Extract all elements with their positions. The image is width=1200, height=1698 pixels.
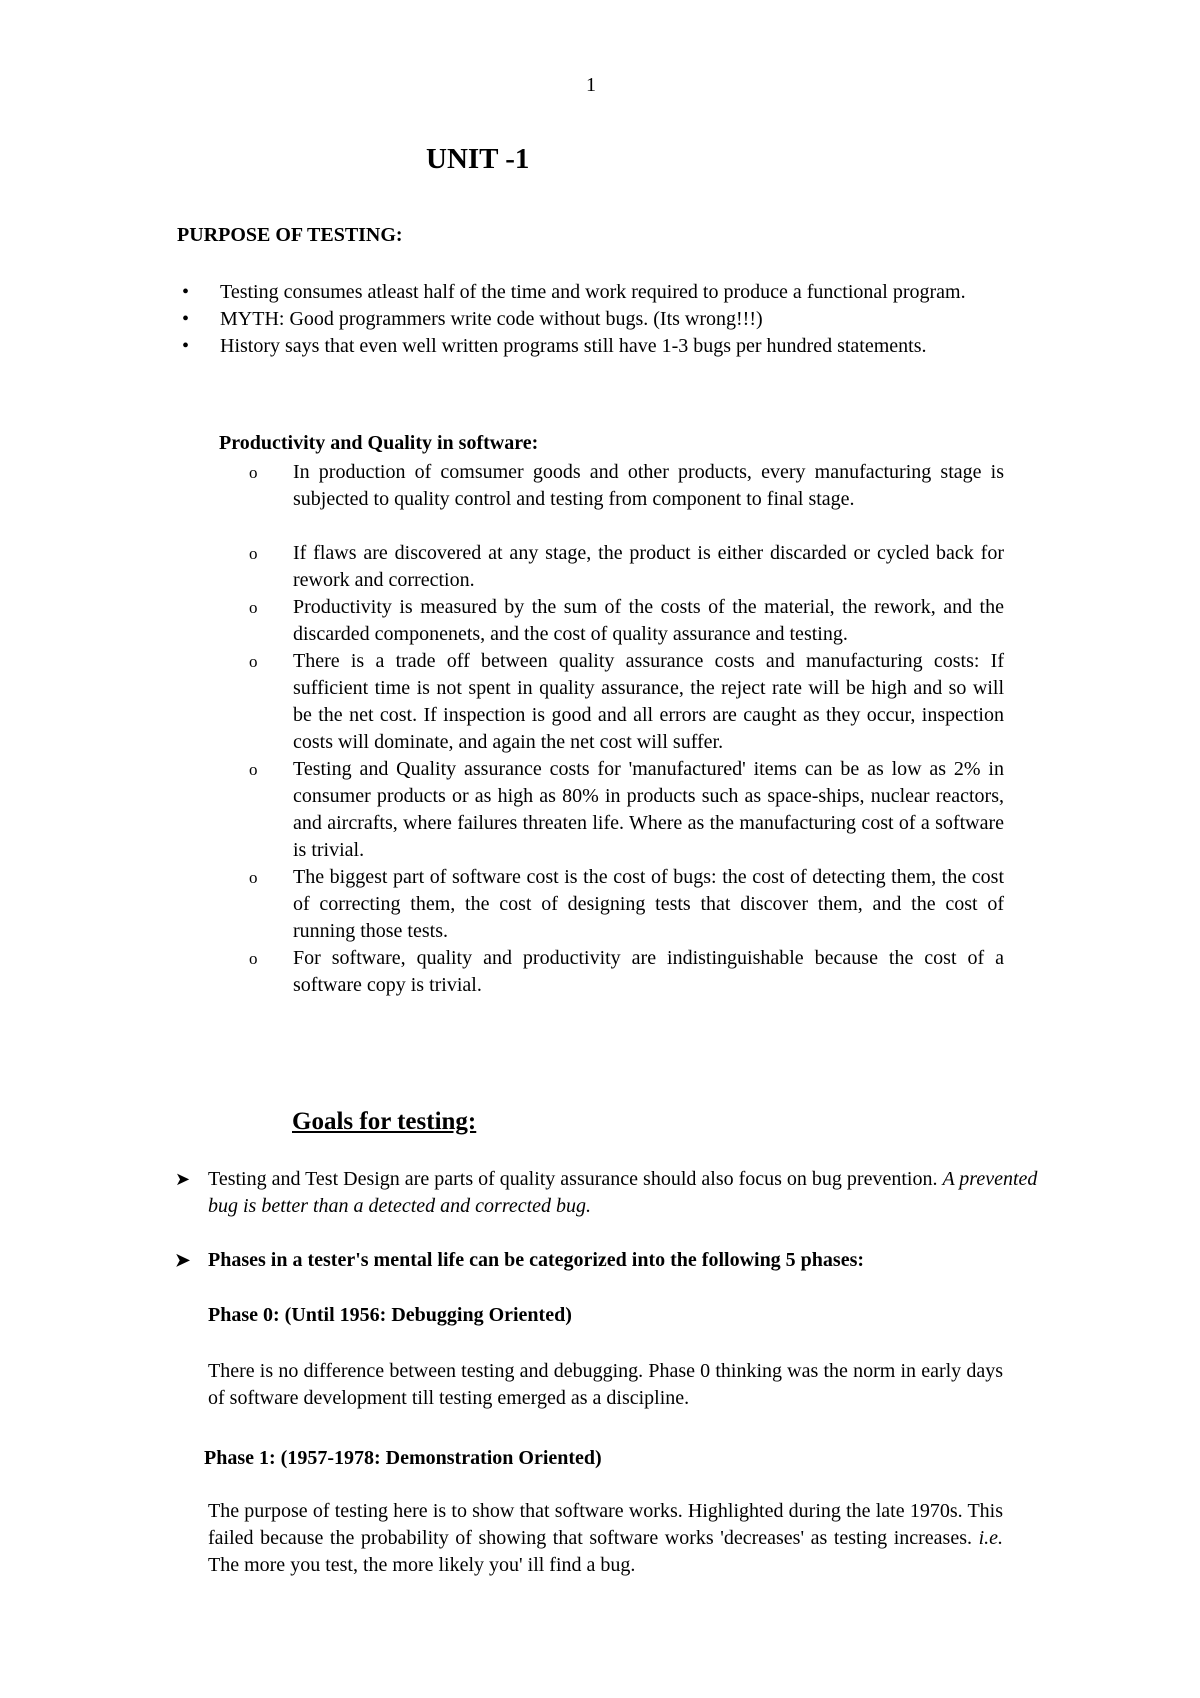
goals-item-prevention — [175, 1166, 1068, 1220]
purpose-bullet: • Testing consumes atleast half of the time and work required to produce a functional program. — [180, 279, 1040, 306]
phase1-text-b: The more you test, the more likely you' ill find a bug. — [208, 1554, 636, 1576]
phase0-heading: Phase 0: (Until 1956: Debugging Oriented) — [208, 1304, 572, 1326]
goals-heading: Goals for testing: — [292, 1108, 477, 1135]
goals-item-text: Testing and Test Design are parts of quality assurance should also focus on bug prevention. — [208, 1168, 943, 1190]
arrow-head-icon: ➤ — [175, 1169, 191, 1189]
productivity-item: o If flaws are discovered at any stage, the product is either discarded or cycled back for rework and correction. — [247, 540, 1004, 594]
purpose-bullet: • History says that even well written programs still have 1-3 bugs per hundred statements. — [180, 333, 1040, 360]
phase1-text — [208, 1498, 1003, 1579]
productivity-item: o Testing and Quality assurance costs for 'manufactured' items can be as low as 2% in consumer products or as high as 80% in products such as space-ships, nuclear reactors, and aircrafts, where failures threaten life. Where as the manufacturing cost of a software is trivial. — [247, 756, 1004, 864]
productivity-list — [247, 459, 1004, 999]
productivity-item: o In production of comsumer goods and other products, every manufacturing stage is subjected to quality control and testing from component to final stage. — [247, 459, 1004, 513]
productivity-item: o Productivity is measured by the sum of the costs of the material, the rework, and the discarded componenets, and the cost of quality assurance and testing. — [247, 594, 1004, 648]
unit-title: UNIT -1 — [426, 143, 530, 175]
arrow-head-icon: ➤ — [175, 1250, 191, 1270]
productivity-heading: Productivity and Quality in software: — [219, 432, 539, 454]
goals-item-italic: A prevented bug is better than a detected and corrected bug. — [208, 1168, 1038, 1217]
productivity-item: o The biggest part of software cost is the cost of bugs: the cost of detecting them, the cost of correcting them, the cost of designing tests that discover them, and the cost of running those tests. — [247, 864, 1004, 945]
purpose-heading: PURPOSE OF TESTING: — [177, 224, 403, 246]
page-number: 1 — [586, 74, 596, 96]
phase0-text: There is no difference between testing and debugging. Phase 0 thinking was the norm in early days of software development till testing emerged as a discipline. — [208, 1360, 1003, 1409]
phase1-text-a: The purpose of testing here is to show that software works. Highlighted during the late 1970s. This failed because the probability of showing that software works 'decreases' as testing increases. — [208, 1500, 1003, 1549]
goals-item-phases — [175, 1247, 1068, 1274]
productivity-item: o There is a trade off between quality assurance costs and manufacturing costs: If sufficient time is not spent in quality assurance, the reject rate will be high and so will be the net cost. If inspection is good and all errors are caught as they occur, inspection costs will dominate, and again the net cost will suffer. — [247, 648, 1004, 756]
purpose-bullet-list — [180, 279, 1040, 360]
phase1-text-ie: i.e. — [978, 1527, 1003, 1549]
purpose-bullet: • MYTH: Good programmers write code without bugs. (Its wrong!!!) — [180, 306, 1040, 333]
goals-item-text: Phases in a tester's mental life can be categorized into the following 5 phases: — [208, 1249, 865, 1271]
phase1-heading: Phase 1: (1957-1978: Demonstration Oriented) — [204, 1447, 602, 1469]
productivity-item: o For software, quality and productivity are indistinguishable because the cost of a software copy is trivial. — [247, 945, 1004, 999]
